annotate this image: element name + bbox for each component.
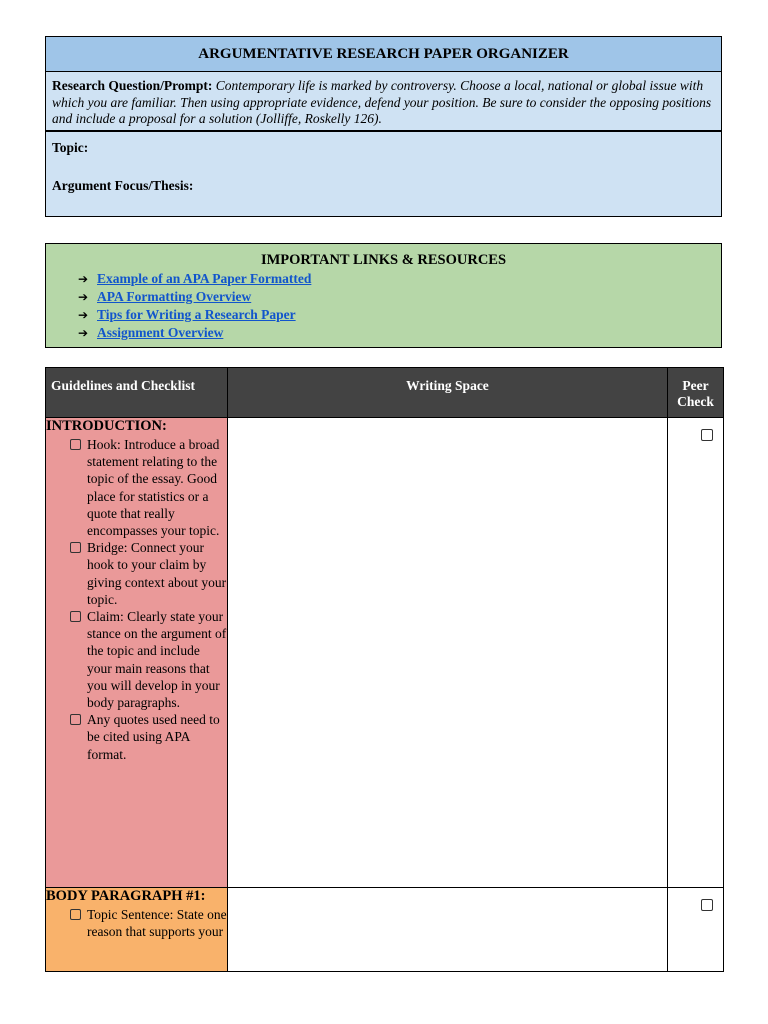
checkbox-icon[interactable] — [70, 909, 81, 920]
checkbox-icon[interactable] — [70, 714, 81, 725]
header-guidelines: Guidelines and Checklist — [46, 368, 228, 418]
arrow-right-icon: ➔ — [78, 326, 89, 340]
body1-guidelines — [46, 888, 228, 972]
intro-guidelines — [46, 418, 228, 888]
arrow-right-icon: ➔ — [78, 308, 89, 322]
link-research-tips[interactable]: Tips for Writing a Research Paper — [97, 307, 296, 322]
header-peer-check: Peer Check — [668, 368, 724, 418]
prompt-label: Research Question/Prompt: — [52, 78, 213, 93]
body1-peer-check — [668, 888, 724, 972]
links-title: IMPORTANT LINKS & RESOURCES — [260, 252, 507, 268]
list-item — [70, 711, 227, 763]
item-text: Hook: Introduce a broad statement relating to the topic of the essay. Good place for statistics or a quote that really encompasses your topic. — [87, 437, 220, 539]
topic-section[interactable] — [46, 132, 721, 216]
table-row — [46, 888, 724, 972]
body1-writing-space[interactable] — [228, 888, 668, 972]
list-item — [70, 906, 227, 940]
table-row — [46, 418, 724, 888]
arrow-right-icon: ➔ — [78, 290, 89, 304]
intro-peer-check — [668, 418, 724, 888]
organizer-title: ARGUMENTATIVE RESEARCH PAPER ORGANIZER — [46, 37, 721, 72]
item-text: Any quotes used need to be cited using APA format. — [87, 712, 220, 762]
list-item — [78, 324, 721, 342]
item-text: Topic Sentence: State one reason that supports your — [87, 907, 227, 940]
list-item — [78, 270, 721, 288]
intro-checklist — [46, 436, 227, 763]
research-prompt — [46, 72, 721, 132]
checkbox-icon[interactable] — [70, 611, 81, 622]
body1-checklist — [46, 906, 227, 940]
item-text: Bridge: Connect your hook to your claim by giving context about your topic. — [87, 540, 227, 607]
checkbox-icon[interactable] — [70, 542, 81, 553]
header-writing-space: Writing Space — [228, 368, 668, 418]
checkbox-icon[interactable] — [70, 439, 81, 450]
thesis-label: Argument Focus/Thesis: — [52, 178, 194, 193]
topic-label: Topic: — [52, 140, 89, 155]
checkbox-icon[interactable] — [701, 429, 713, 441]
link-assignment-overview[interactable]: Assignment Overview — [97, 325, 224, 340]
item-text: Claim: Clearly state your stance on the argument of the topic and include your main reasons that you will develop in your body paragraphs. — [87, 609, 227, 711]
checklist-table — [45, 367, 724, 972]
section-title: BODY PARAGRAPH #1: — [46, 888, 206, 904]
list-item — [78, 288, 721, 306]
organizer-box — [45, 36, 722, 217]
list-item — [70, 539, 227, 608]
links-box — [45, 243, 722, 348]
list-item — [70, 436, 227, 539]
links-list — [46, 270, 721, 342]
link-apa-overview[interactable]: APA Formatting Overview — [97, 289, 252, 304]
link-apa-example[interactable]: Example of an APA Paper Formatted — [97, 271, 312, 286]
table-header-row — [46, 368, 724, 418]
list-item — [78, 306, 721, 324]
section-title: INTRODUCTION: — [46, 418, 167, 434]
intro-writing-space[interactable] — [228, 418, 668, 888]
checkbox-icon[interactable] — [701, 899, 713, 911]
list-item — [70, 608, 227, 711]
prompt-text: Contemporary life is marked by controversy. Choose a local, national or global issue with which you are familiar. Then using appropriate evidence, defend your position. Be sure to consider the opposing positions and include a proposal for a solution (Jolliffe, Roskelly 126). — [52, 78, 712, 126]
arrow-right-icon: ➔ — [78, 272, 89, 286]
